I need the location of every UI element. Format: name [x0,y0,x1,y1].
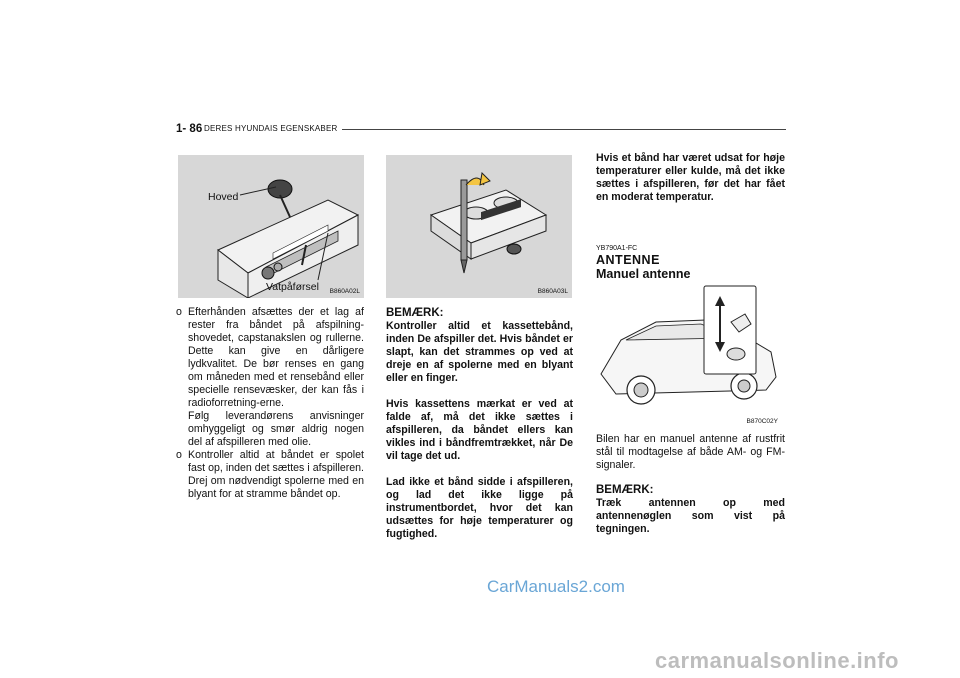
figure-code: B860A03L [537,288,568,295]
antenna-description: Bilen har en manuel antenne af rustfrit stål til modtagelse af både AM- og FM-signaler. [596,433,785,471]
list-item-continuation [176,410,364,449]
list-item [176,449,364,501]
note-paragraph: Lad ikke et bånd sidde i afspilleren, og lad det ikke ligge på instrumentbordet, hvor det kan udsættes for høje temperaturer og fugtighed. [386,476,573,540]
header-rule [342,129,786,130]
right-column-top [596,152,785,204]
figure-radio-head-cleaning [178,155,364,298]
figure-code: B860A02L [329,288,360,295]
note-body: Træk antennen op med antennenøglen som vist på tegningen. [596,497,785,535]
reference-code: YB790A1-FC [596,245,638,252]
bullet-text: Kontroller altid at båndet er spolet fast op, inden det sættes i afspilleren. Drej om nødvendigt spolerne med en blyant for at stramme båndet op. [188,449,364,500]
watermark-carmanualsonline: carmanualsonline.info [655,648,899,673]
figure-cassette-pencil [386,155,572,298]
section-title: DERES HYUNDAIS EGENSKABER [204,124,338,133]
bullet-text: Efterhånden afsættes der et lag af rester fra båndet på afspilning- shovedet, capstanakslen og rullerne. Dette kan give en dårligere lydkvalitet. De bør renses en gang om måneden med et rensebånd eller specielle rensevæsker, der kan fås i radioforretning-erne. [188,306,364,409]
note-title: BEMÆRK: [596,484,654,496]
watermark-carmanuals: CarManuals2.com [487,577,625,596]
bullet-marker: o [176,449,182,461]
note-paragraph: Hvis kassettens mærkat er ved at falde af, må det ikke sættes i afspilleren, da båndet ellers kan vikles ind i båndfremtrækket, når De vil tage det ud. [386,398,573,462]
bullet-marker: o [176,306,182,318]
note-title: BEMÆRK: [386,307,444,319]
list-item [176,306,364,410]
radio-illustration [178,155,364,298]
figure-car-antenna [596,282,786,427]
cassette-illustration [386,155,572,298]
label-head: Hoved [208,191,239,203]
section-heading: ANTENNE [596,253,660,267]
right-column-bottom [596,433,785,536]
subheading: Manuel antenne [596,267,691,281]
figure-code: B870C02Y [746,418,778,425]
temperature-paragraph: Hvis et bånd har været udsat for høje temperaturer eller kulde, må det ikke sættes i afspilleren, før det har fået en moderat temperatur. [596,152,785,203]
note-paragraph: Kontroller altid et kassettebånd, inden De afspiller det. Hvis båndet er slapt, kan det strammes op ved at dreje en af spolerne med en blyant eller en finger. [386,320,573,384]
bullet-text: Følg leverandørens anvisninger omhyggeligt og smør aldrig nogen del af afspilleren med olie. [188,410,364,448]
antenna-section [596,244,785,281]
left-column [176,306,364,501]
label-swab: Vatpåførsel [266,281,319,293]
page-number: 1- 86 [176,123,203,135]
page-header [176,123,786,137]
middle-column [386,307,573,541]
car-illustration [596,282,786,427]
